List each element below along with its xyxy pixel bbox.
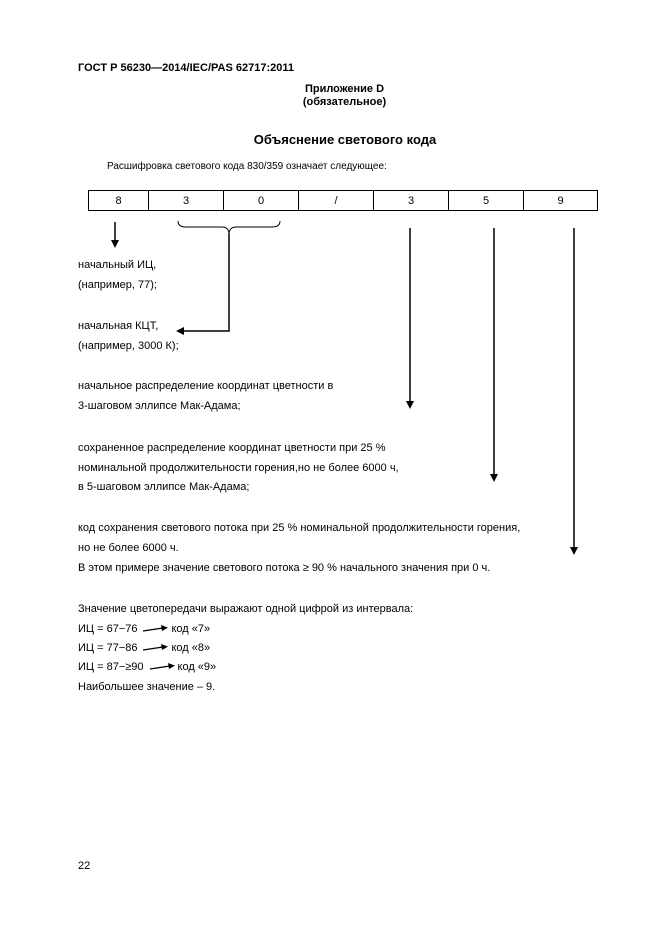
cri-code: код «9» <box>177 661 217 673</box>
page-number: 22 <box>78 860 91 872</box>
desc-cri-line2: (например, 77); <box>78 279 157 291</box>
desc-flux-line3: В этом примере значение светового потока ≥ 90 % начального значения при 0 ч. <box>78 562 491 574</box>
cri-code: код «7» <box>171 623 211 635</box>
cri-mapping-intro: Значение цветопередачи выражают одной цифрой из интервала: <box>78 603 414 615</box>
desc-flux-line1: код сохранения светового потока при 25 % номинальной продолжительности горения, <box>78 522 521 534</box>
desc-initial-line1: начальное распределение координат цветности в <box>78 380 334 392</box>
arrow-right-icon <box>141 624 169 634</box>
desc-initial-line2: 3-шаговом эллипсе Мак-Адама; <box>78 400 241 412</box>
code-cell: / <box>299 191 374 211</box>
cri-mapping-row <box>78 623 210 635</box>
desc-maintained-line3: в 5-шаговом эллипсе Мак-Адама; <box>78 481 250 493</box>
desc-maintained-line2: номинальной продолжительности горения,но не более 6000 ч, <box>78 462 399 474</box>
page-title: Объяснение светового кода <box>253 132 437 147</box>
document-header: ГОСТ Р 56230—2014/IEC/PAS 62717:2011 <box>78 62 294 74</box>
code-cell: 0 <box>224 191 299 211</box>
code-cell: 9 <box>524 191 598 211</box>
appendix-label: Приложение D <box>304 83 385 95</box>
intro-text: Расшифровка светового кода 830/359 означает следующее: <box>107 161 387 172</box>
code-cell: 5 <box>449 191 524 211</box>
desc-cct-line2: (например, 3000 К); <box>78 340 179 352</box>
desc-flux-line2: но не более 6000 ч. <box>78 542 179 554</box>
brace-cct <box>178 221 280 233</box>
cri-mapping-row <box>78 661 216 673</box>
desc-cri-line1: начальный ИЦ, <box>78 259 157 271</box>
code-cell: 8 <box>89 191 149 211</box>
code-cell: 3 <box>149 191 224 211</box>
desc-cct-line1: начальная КЦТ, <box>78 320 159 332</box>
appendix-note: (обязательное) <box>302 96 387 108</box>
arrow-right-icon <box>148 662 176 672</box>
cri-mapping-row <box>78 642 210 654</box>
cri-range: ИЦ = 67−76 <box>78 623 138 635</box>
code-cell: 3 <box>374 191 449 211</box>
cri-range: ИЦ = 87−≥90 <box>78 661 144 673</box>
desc-maintained-line1: сохраненное распределение координат цветности при 25 % <box>78 442 386 454</box>
cri-code: код «8» <box>171 642 211 654</box>
arrow-cct <box>180 233 229 331</box>
arrow-right-icon <box>141 643 169 653</box>
cri-max-note: Наибольшее значение – 9. <box>78 681 216 693</box>
cri-range: ИЦ = 77−86 <box>78 642 138 654</box>
